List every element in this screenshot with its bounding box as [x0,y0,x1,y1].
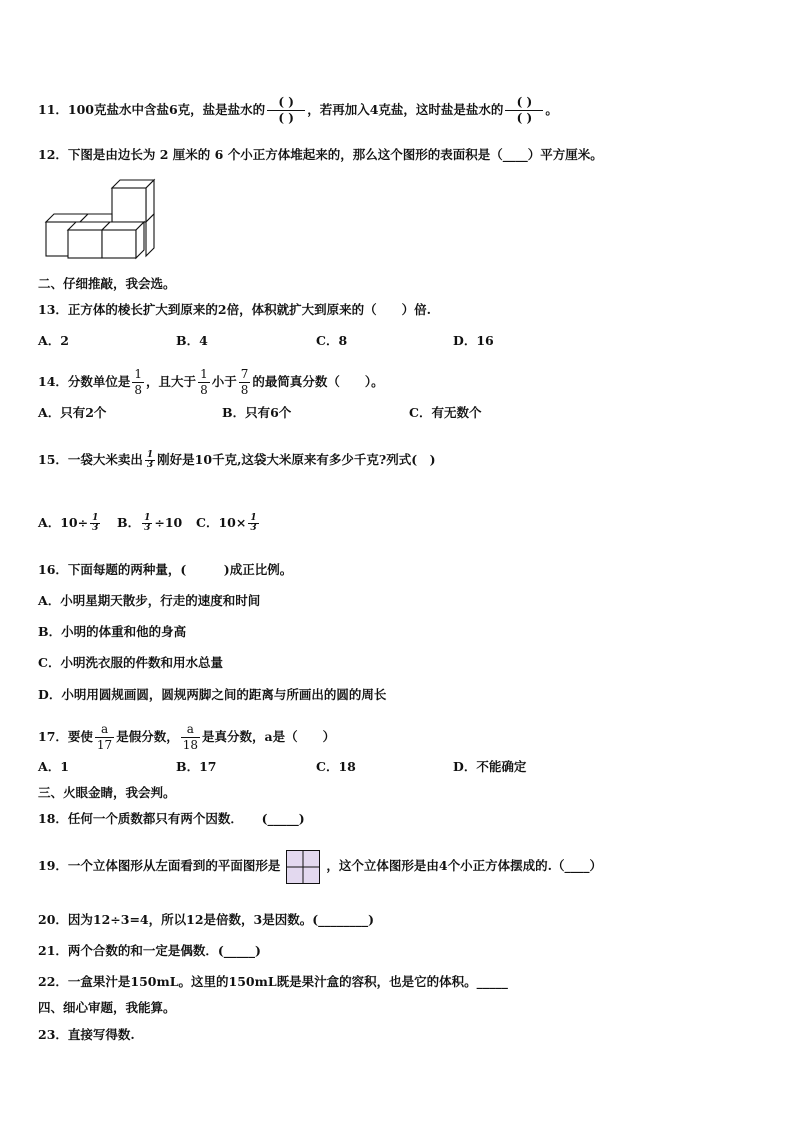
q15-option-c [196,514,261,533]
q11-fraction-blank-1 [267,95,305,126]
q13-option-c: C．8 [316,333,348,348]
fraction-numerator: a [181,722,200,738]
q19-text-2: ，这个立体图形是由4个小正方体摆成的.（____） [326,858,602,873]
question-12: 12．下图是由边长为 2 厘米的 6 个小正方体堆起来的，那么这个图形的表面积是（____）平方厘米。 [38,147,603,162]
fraction-numerator: 1 [144,513,151,523]
fraction-denominator: 8 [200,383,208,397]
question-15 [38,451,436,470]
q15-option-a-text: A．10÷ [38,515,89,530]
fraction-denominator: 3 [92,523,99,533]
fraction-numerator: 7 [240,367,249,381]
fraction-denominator: ( ) [278,111,294,125]
q17-option-a: A．1 [38,759,69,774]
fraction-numerator: 1 [146,450,154,460]
question-13: 13．正方体的棱长扩大到原来的2倍，体积就扩大到原来的（ ）倍. [38,302,431,317]
fraction-denominator: 3 [146,460,154,470]
q14-fraction-3 [239,367,251,398]
fraction-denominator: 8 [240,383,249,397]
left-view-grid-figure [286,850,320,884]
cube-face [68,230,102,258]
fraction-numerator: 1 [250,513,257,523]
q13-option-d: D．16 [453,333,494,348]
fraction-denominator: 17 [96,738,113,752]
q13-option-b: B．4 [176,333,208,348]
fraction-denominator: 8 [134,383,143,397]
q15-fraction [145,451,155,470]
q17-text-1: 17．要使 [38,729,93,744]
question-20: 20．因为12÷3=4，所以12是倍数，3是因数。(________) [38,912,375,927]
q15-option-c-text: C．10× [196,515,247,530]
q11-text-2: ，若再加入4克盐，这时盐是盐水的 [307,102,504,117]
fraction-numerator: 1 [134,367,143,381]
q14-fraction-2 [198,367,210,398]
question-16: 16．下面每题的两种量，( )成正比例。 [38,562,293,577]
q15-option-a-fraction [90,514,100,533]
fraction-numerator: ( ) [505,95,543,111]
q14-option-b: B．只有6个 [222,405,292,420]
cube-face [146,214,154,256]
cube-face [112,188,146,222]
section-2-heading: 二、仔细推敲，我会选。 [38,276,176,291]
q11-fraction-blank-2 [505,95,543,126]
q17-fraction-2 [181,722,200,753]
fraction-denominator: ( ) [516,111,533,125]
q15-option-b-suffix: ÷10 [154,515,183,530]
question-17 [38,722,335,753]
q17-option-b: B．17 [176,759,217,774]
q17-option-c: C．18 [316,759,356,774]
question-23: 23．直接写得数. [38,1027,135,1042]
fraction-denominator: 3 [144,523,151,533]
question-11 [38,95,558,126]
q15-option-b [117,514,182,533]
q15-option-c-fraction [248,514,258,533]
q14-fraction-1 [132,367,144,398]
q11-text-3: 。 [545,102,558,117]
q14-option-a: A．只有2个 [38,405,107,420]
q14-text-3: 小于 [211,374,237,389]
fraction-numerator: 1 [200,367,208,381]
q14-text-2: ，且大于 [146,374,197,389]
fraction-numerator: a [95,722,114,738]
q16-option-d: D．小明用圆规画圆，圆规两脚之间的距离与所画出的圆的周长 [38,687,387,702]
fraction-denominator: 18 [182,738,198,752]
q17-text-2: 是假分数， [116,729,179,744]
q14-option-c: C．有无数个 [409,405,482,420]
q13-option-a: A．2 [38,333,69,348]
fraction-numerator: ( ) [267,95,305,111]
fraction-denominator: 3 [250,523,257,533]
fraction-numerator: 1 [92,513,99,523]
q17-text-3: 是真分数，a是（ ） [201,729,336,744]
q15-option-b-fraction [142,514,152,533]
q11-text-1: 11．100克盐水中含盐6克，盐是盐水的 [38,102,266,117]
q14-text-4: 的最简真分数（ ）。 [252,374,384,389]
q17-option-d: D．不能确定 [453,759,527,774]
q19-text-1: 19．一个立体图形从左面看到的平面图形是 [38,858,281,873]
q15-text-1: 15．一袋大米卖出 [38,452,143,467]
q16-option-b: B．小明的体重和他的身高 [38,624,187,639]
section-3-heading: 三、火眼金睛，我会判。 [38,785,176,800]
stacked-cubes-figure [44,176,164,260]
question-14 [38,367,384,398]
question-21: 21．两个合数的和一定是偶数．(_____) [38,943,261,958]
q15-option-a [38,514,102,533]
cube-face [102,230,136,258]
q14-text-1: 14．分数单位是 [38,374,131,389]
q16-option-a: A．小明星期天散步，行走的速度和时间 [38,593,261,608]
q15-option-b-text: B． [117,515,141,530]
question-19 [38,848,602,884]
q17-fraction-1 [95,722,114,753]
question-18: 18．任何一个质数都只有两个因数． (_____) [38,811,305,826]
section-4-heading: 四、细心审题，我能算。 [38,1000,176,1015]
question-22: 22．一盒果汁是150mL。这里的150mL既是果汁盒的容积，也是它的体积。_____ [38,974,508,989]
q16-option-c: C．小明洗衣服的件数和用水总量 [38,655,223,670]
q15-text-2: 刚好是10千克,这袋大米原来有多少千克?列式( ) [157,452,436,467]
